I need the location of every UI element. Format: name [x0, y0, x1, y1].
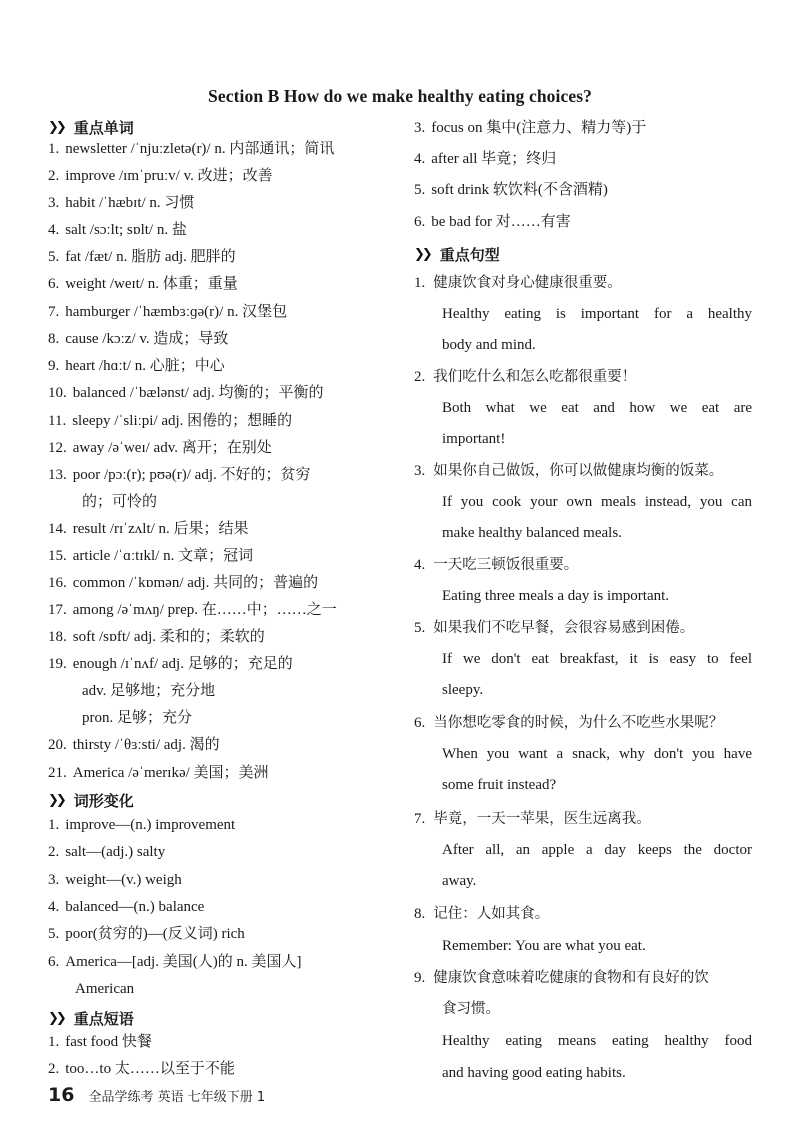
word-item-continued: adv. 足够地；充分地 — [82, 683, 216, 699]
word-item: 9. heart /hɑːt/ n. 心脏；中心 — [48, 358, 225, 374]
word-item: 20. thirsty /ˈθɜːsti/ adj. 渴的 — [48, 737, 220, 753]
sentence-chinese: 5. 如果我们不吃早餐，会很容易感到困倦。 — [414, 620, 695, 636]
sentence-english: Eating three meals a day is important. — [442, 588, 670, 604]
word-item: 15. article /ˈɑːtɪkl/ n. 文章；冠词 — [48, 548, 254, 564]
section-heading-sentences: ❯❯ 重点句型 — [414, 245, 500, 264]
form-item: 6. America—[adj. 美国(人)的 n. 美国人] — [48, 954, 302, 970]
sentence-english: Healthy eating means eating healthy food — [442, 1033, 752, 1049]
double-chevron-icon: ❯❯ — [48, 119, 64, 135]
word-item: 17. among /əˈmʌŋ/ prep. 在……中；……之一 — [48, 602, 337, 618]
phrase-item: 4. after all 毕竟；终归 — [414, 151, 557, 167]
sentence-english: Healthy eating is important for a healthy — [442, 306, 752, 322]
book-title: 全品学练考 英语 七年级下册 1 — [88, 1089, 266, 1105]
double-chevron-icon: ❯❯ — [48, 792, 64, 808]
word-item: 3. habit /ˈhæbɪt/ n. 习惯 — [48, 195, 195, 211]
double-chevron-icon: ❯❯ — [414, 246, 430, 262]
section-heading-phrases: ❯❯ 重点短语 — [48, 1009, 134, 1028]
section-heading-forms: ❯❯ 词形变化 — [48, 791, 134, 810]
form-item: 2. salt—(adj.) salty — [48, 844, 166, 860]
word-item: 4. salt /sɔːlt; sɒlt/ n. 盐 — [48, 222, 187, 238]
sentence-english: If you cook your own meals instead, you can — [442, 494, 752, 510]
sentence-english: make healthy balanced meals. — [442, 525, 622, 541]
word-item: 1. newsletter /ˈnjuːzletə(r)/ n. 内部通讯；简讯 — [48, 141, 335, 157]
form-item: 4. balanced—(n.) balance — [48, 899, 205, 915]
form-item-continued: American — [75, 981, 135, 997]
sentence-chinese: 2. 我们吃什么和怎么吃都很重要！ — [414, 369, 637, 385]
word-item: 14. result /rɪˈzʌlt/ n. 后果；结果 — [48, 521, 249, 537]
word-item: 12. away /əˈweɪ/ adv. 离开；在别处 — [48, 440, 272, 456]
page-footer — [48, 1080, 265, 1110]
sentence-english: After all, an apple a day keeps the doctor — [442, 842, 752, 858]
sentence-english: Remember: You are what you eat. — [442, 938, 646, 954]
sentence-english: important! — [442, 431, 506, 447]
word-item: 19. enough /ɪˈnʌf/ adj. 足够的；充足的 — [48, 656, 293, 672]
form-item: 1. improve—(n.) improvement — [48, 817, 236, 833]
sentence-chinese: 4. 一天吃三顿饭很重要。 — [414, 557, 579, 573]
double-chevron-icon: ❯❯ — [48, 1010, 64, 1026]
sentence-chinese: 1. 健康饮食对身心健康很重要。 — [414, 275, 622, 291]
word-item: 6. weight /weɪt/ n. 体重；重量 — [48, 276, 238, 292]
form-item: 5. poor(贫穷的)—(反义词) rich — [48, 926, 245, 942]
word-item: 13. poor /pɔː(r); pʊə(r)/ adj. 不好的；贫穷 — [48, 467, 311, 483]
word-item: 5. fat /fæt/ n. 脂肪 adj. 肥胖的 — [48, 249, 236, 265]
word-item: 11. sleepy /ˈsliːpi/ adj. 困倦的；想睡的 — [48, 413, 293, 429]
word-item: 18. soft /sɒft/ adj. 柔和的；柔软的 — [48, 629, 265, 645]
word-item-continued: pron. 足够；充分 — [82, 710, 192, 726]
sentence-english: sleepy. — [442, 682, 484, 698]
page-number: 16 — [48, 1084, 75, 1106]
word-item: 21. America /əˈmerɪkə/ 美国；美洲 — [48, 765, 269, 781]
word-item: 2. improve /ɪmˈpruːv/ v. 改进；改善 — [48, 168, 273, 184]
word-item: 7. hamburger /ˈhæmbɜːɡə(r)/ n. 汉堡包 — [48, 304, 288, 320]
sentence-english: Both what we eat and how we eat are — [442, 400, 752, 416]
sentence-chinese: 6. 当你想吃零食的时候，为什么不吃些水果呢？ — [414, 715, 724, 731]
sentence-english: and having good eating habits. — [442, 1065, 626, 1081]
word-item: 8. cause /kɔːz/ v. 造成；导致 — [48, 331, 229, 347]
section-heading-words: ❯❯ 重点单词 — [48, 118, 134, 137]
sentence-english: some fruit instead? — [442, 777, 557, 793]
sentence-chinese: 8. 记住：人如其食。 — [414, 906, 550, 922]
word-item: 10. balanced /ˈbælənst/ adj. 均衡的；平衡的 — [48, 385, 324, 401]
sentence-chinese: 3. 如果你自己做饭，你可以做健康均衡的饭菜。 — [414, 463, 724, 479]
sentence-english: When you want a snack, why don't you have — [442, 746, 752, 762]
phrase-item: 6. be bad for 对……有害 — [414, 214, 571, 230]
page-title: Section B How do we make healthy eating choices? — [208, 86, 592, 106]
sentence-english: If we don't eat breakfast, it is easy to feel — [442, 651, 752, 667]
sentence-english: body and mind. — [442, 337, 536, 353]
sentence-chinese-continued: 食习惯。 — [442, 1001, 500, 1017]
sentence-chinese: 7. 毕竟，一天一苹果，医生远离我。 — [414, 811, 651, 827]
sentence-chinese: 9. 健康饮食意味着吃健康的食物和有良好的饮 — [414, 970, 709, 986]
form-item: 3. weight—(v.) weigh — [48, 872, 182, 888]
phrase-item: 3. focus on 集中(注意力、精力等)于 — [414, 120, 647, 136]
phrase-item: 2. too…to 太……以至于不能 — [48, 1061, 235, 1077]
word-item-continued: 的；可怜的 — [82, 494, 158, 510]
word-item: 16. common /ˈkɒmən/ adj. 共同的；普遍的 — [48, 575, 319, 591]
sentence-english: away. — [442, 873, 477, 889]
phrase-item: 1. fast food 快餐 — [48, 1034, 152, 1050]
phrase-item: 5. soft drink 软饮料(不含酒精) — [414, 182, 608, 198]
